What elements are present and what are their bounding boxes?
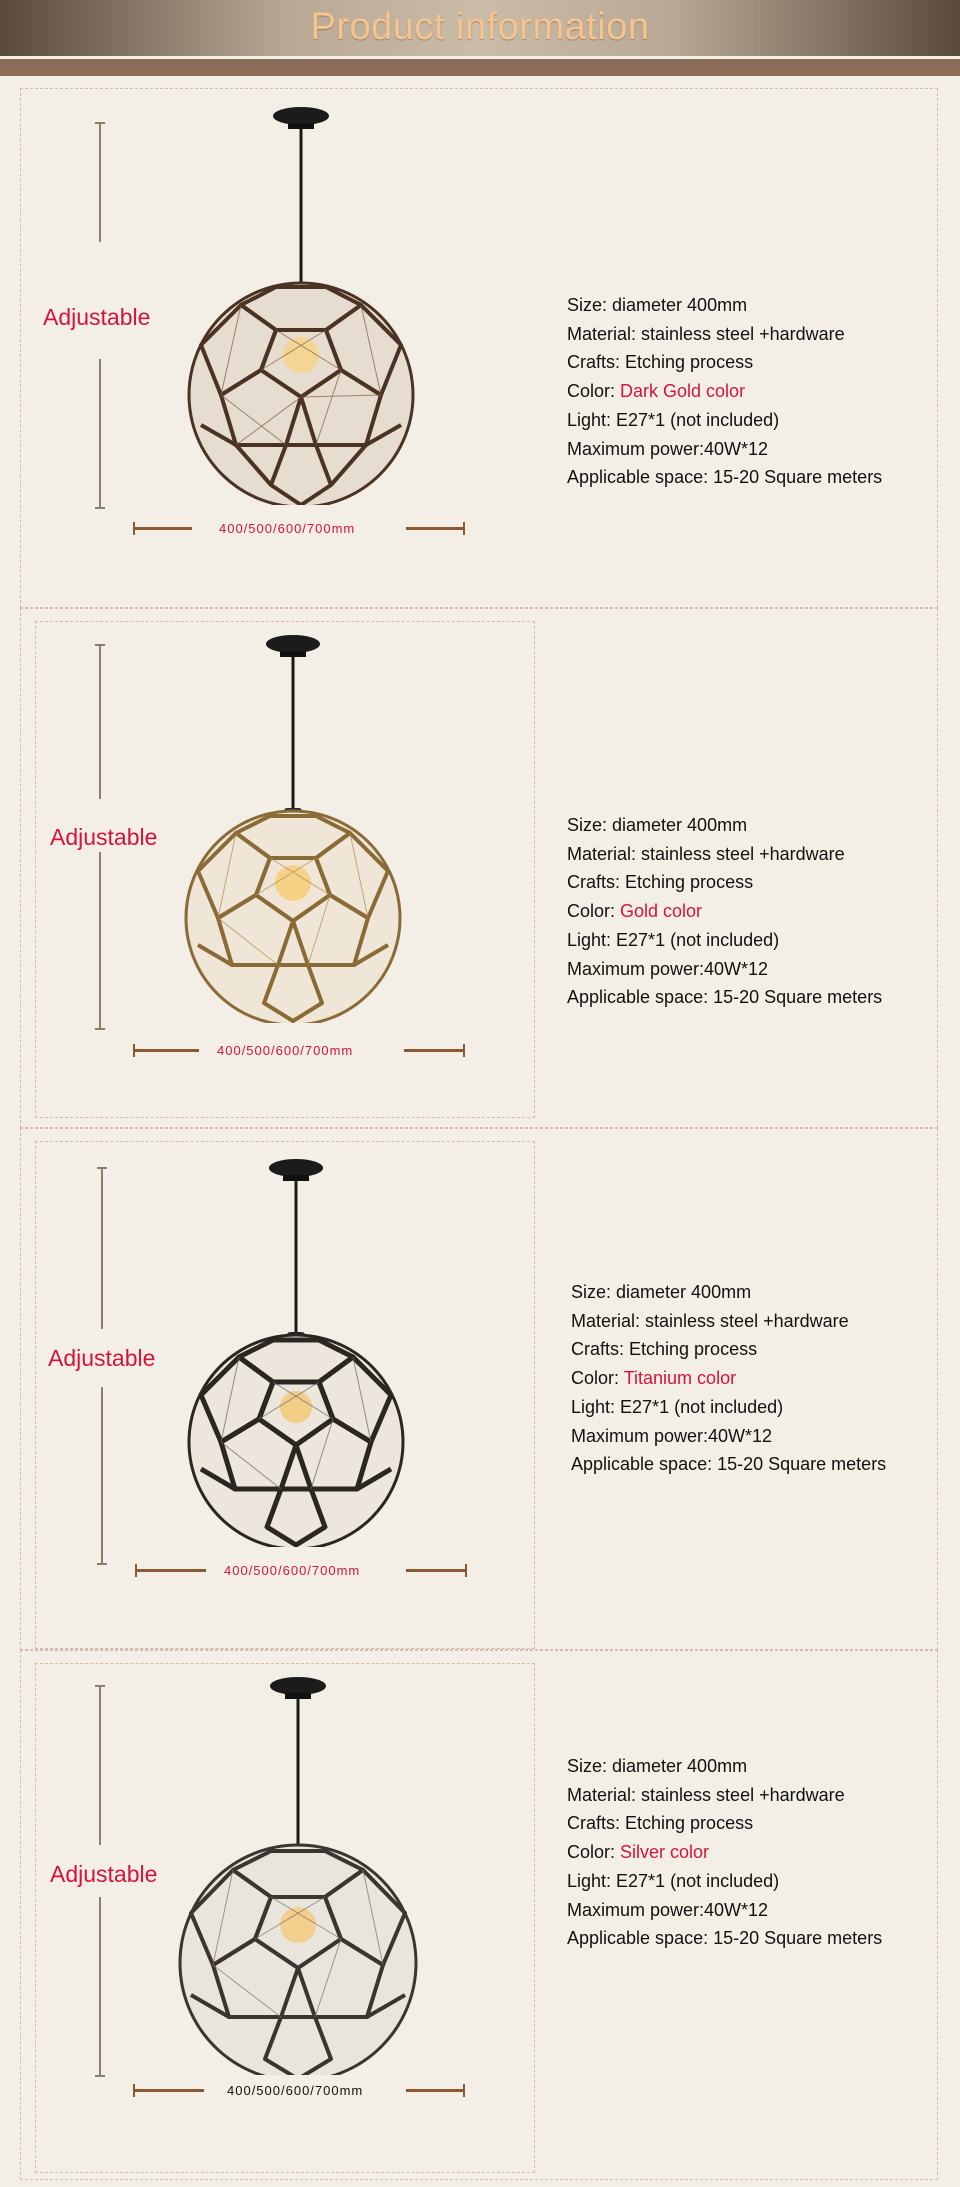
width-line-cap bbox=[133, 522, 135, 535]
spec-color-value: Gold color bbox=[620, 901, 703, 922]
height-line-cap bbox=[95, 122, 105, 124]
height-line bbox=[101, 1387, 103, 1565]
spec-crafts: Crafts: Etching process bbox=[571, 1339, 758, 1360]
width-line bbox=[134, 2089, 204, 2092]
width-line-cap bbox=[463, 1044, 465, 1057]
height-line bbox=[99, 644, 101, 799]
page-title: Product information bbox=[310, 6, 650, 48]
spec-space: Applicable space: 15-20 Square meters bbox=[567, 987, 883, 1008]
spec-list bbox=[567, 1752, 882, 1953]
spec-space: Applicable space: 15-20 Square meters bbox=[567, 467, 883, 488]
width-line bbox=[404, 1049, 464, 1052]
height-line bbox=[101, 1167, 103, 1329]
spec-color-prefix: Color: bbox=[567, 381, 621, 402]
product-section-gold bbox=[20, 608, 938, 1128]
spec-size: Size: diameter 400mm bbox=[567, 1756, 748, 1776]
adjustable-label: Adjustable bbox=[43, 304, 151, 330]
spec-color-value: Dark Gold color bbox=[620, 381, 746, 402]
etched-pendant-lamp-titanium-icon bbox=[181, 1157, 411, 1547]
spec-space: Applicable space: 15-20 Square meters bbox=[571, 1454, 887, 1475]
height-line-cap bbox=[97, 1167, 107, 1169]
spec-material: Material: stainless steel +hardware bbox=[571, 1310, 849, 1331]
width-line bbox=[134, 1049, 199, 1052]
spec-material: Material: stainless steel +hardware bbox=[567, 1784, 845, 1805]
width-line bbox=[406, 2089, 464, 2092]
size-range-label: 400/500/600/700mm bbox=[217, 1043, 354, 1058]
width-line-cap bbox=[135, 1564, 137, 1577]
width-line bbox=[406, 527, 464, 530]
spec-color-prefix: Color: bbox=[567, 901, 621, 922]
spec-space: Applicable space: 15-20 Square meters bbox=[567, 1928, 883, 1949]
width-line bbox=[134, 527, 192, 530]
spec-power: Maximum power:40W*12 bbox=[567, 958, 769, 979]
adjustable-label: Adjustable bbox=[50, 824, 158, 850]
height-line-cap bbox=[97, 1563, 107, 1565]
spec-color-prefix: Color: bbox=[571, 1368, 624, 1389]
etched-pendant-lamp-gold-icon bbox=[178, 633, 408, 1023]
spec-list bbox=[567, 291, 882, 492]
spec-color bbox=[567, 377, 882, 406]
width-line-cap bbox=[465, 1564, 467, 1577]
spec-color-prefix: Color: bbox=[567, 1842, 621, 1863]
product-section-dark-gold bbox=[20, 88, 938, 608]
spec-light: Light: E27*1 (not included) bbox=[567, 929, 780, 950]
size-range-label: 400/500/600/700mm bbox=[227, 2083, 364, 2098]
height-line-cap bbox=[95, 644, 105, 646]
height-line-cap bbox=[95, 507, 105, 509]
spec-size: Size: diameter 400mm bbox=[571, 1282, 752, 1302]
height-line-cap bbox=[95, 1028, 105, 1030]
width-line bbox=[136, 1569, 206, 1572]
width-line-cap bbox=[463, 522, 465, 535]
spec-color-value: Titanium color bbox=[623, 1368, 737, 1389]
spec-color bbox=[571, 1364, 886, 1393]
spec-material: Material: stainless steel +hardware bbox=[567, 323, 845, 344]
height-line bbox=[99, 1897, 101, 2077]
height-line bbox=[99, 1685, 101, 1845]
spec-list bbox=[571, 1278, 886, 1479]
spec-light: Light: E27*1 (not included) bbox=[571, 1396, 784, 1417]
spec-light: Light: E27*1 (not included) bbox=[567, 409, 780, 430]
size-range-label: 400/500/600/700mm bbox=[224, 1563, 361, 1578]
header-banner bbox=[0, 0, 960, 76]
spec-list bbox=[567, 811, 882, 1012]
adjustable-label: Adjustable bbox=[50, 1861, 158, 1887]
height-line-cap bbox=[95, 2075, 105, 2077]
adjustable-label: Adjustable bbox=[48, 1345, 156, 1371]
width-line bbox=[406, 1569, 466, 1572]
width-line-cap bbox=[133, 2084, 135, 2097]
spec-material: Material: stainless steel +hardware bbox=[567, 843, 845, 864]
height-line bbox=[99, 852, 101, 1030]
height-line bbox=[99, 359, 101, 509]
spec-power: Maximum power:40W*12 bbox=[567, 438, 769, 459]
size-range-label: 400/500/600/700mm bbox=[219, 521, 356, 536]
height-line bbox=[99, 122, 101, 242]
spec-color-value: Silver color bbox=[620, 1842, 710, 1863]
product-section-titanium bbox=[20, 1128, 938, 1650]
spec-power: Maximum power:40W*12 bbox=[567, 1899, 769, 1920]
spec-size: Size: diameter 400mm bbox=[567, 815, 748, 835]
spec-power: Maximum power:40W*12 bbox=[571, 1425, 773, 1446]
width-line-cap bbox=[463, 2084, 465, 2097]
spec-crafts: Crafts: Etching process bbox=[567, 352, 754, 373]
header-band bbox=[0, 56, 960, 76]
spec-crafts: Crafts: Etching process bbox=[567, 1813, 754, 1834]
etched-pendant-lamp-dark-gold-icon bbox=[176, 105, 426, 505]
etched-pendant-lamp-silver-icon bbox=[173, 1675, 423, 2075]
spec-crafts: Crafts: Etching process bbox=[567, 872, 754, 893]
spec-light: Light: E27*1 (not included) bbox=[567, 1870, 780, 1891]
height-line-cap bbox=[95, 1685, 105, 1687]
spec-color bbox=[567, 897, 882, 926]
width-line-cap bbox=[133, 1044, 135, 1057]
spec-size: Size: diameter 400mm bbox=[567, 295, 748, 315]
product-section-silver bbox=[20, 1650, 938, 2180]
spec-color bbox=[567, 1838, 882, 1867]
